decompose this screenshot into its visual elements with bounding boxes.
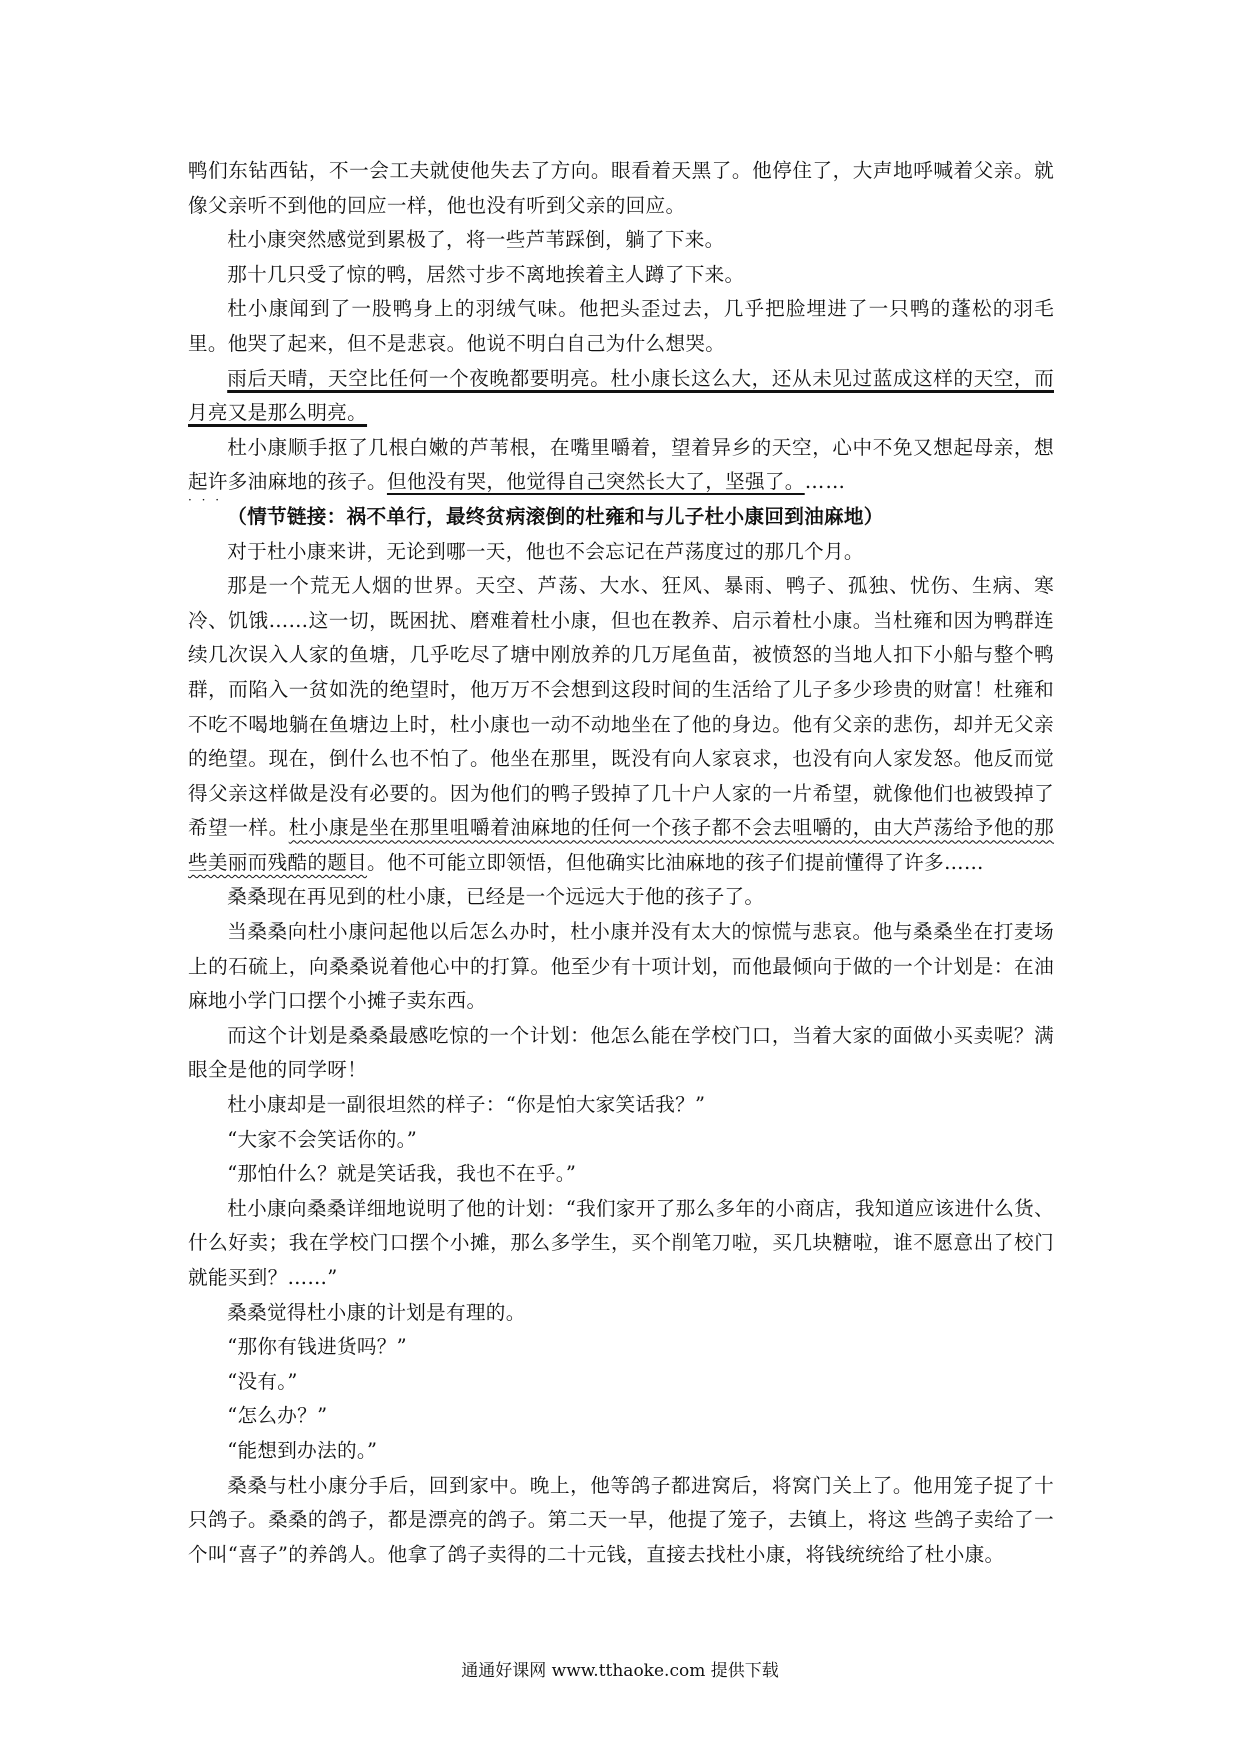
paragraph: 桑桑现在再见到的杜小康，已经是一个远远大于他的孩子了。 bbox=[227, 885, 765, 909]
paragraph: 当桑桑向杜小康问起他以后怎么办时，杜小康并没有太大的惊慌与悲哀。他与桑桑坐在打麦场上的石硫上，向桑桑说着他心中的打算。他至少有十项计划，而他最倾向于做的一个计划是：在油麻地小学门口摆个小摊子卖东西。 bbox=[188, 920, 1054, 1013]
root-text: 杜小康顺手抠了几根白嫩的芦苇根，在嘴里嚼着，望着异乡的天空，心中不免又想起母亲，想起许多油麻地的孩子。 bbox=[188, 435, 1054, 494]
paragraph: 杜小康闻到了一股鸭身上的羽绒气味。他把头歪过去，几乎把脸埋进了一只鸭的蓬松的羽毛里。他哭了起来，但不是悲哀。他说不明白自己为什么想哭。 bbox=[188, 297, 1054, 355]
dialogue-line: “大家不会笑话你的。” bbox=[227, 1127, 418, 1151]
wavy-underlined-sentence: 杜小康是坐在那里咀嚼着油麻地的任何一个孩子都不会去咀嚼的，由大芦荡给予他的那些美丽而残酷的题目 bbox=[188, 816, 1055, 874]
root-paragraph bbox=[188, 431, 1054, 500]
plot-link: （情节链接：祸不单行，最终贫病滚倒的杜雍和与儿子杜小康回到油麻地） bbox=[227, 504, 884, 528]
story-text bbox=[188, 154, 1054, 1572]
dialogue-line: “怎么办？” bbox=[227, 1404, 328, 1428]
underlined-sky-sentence: 雨后天晴，天空比任何一个夜晚都要明亮。杜小康长这么大，还从未见过蓝成这样的天空，而月亮又是那么明亮。 bbox=[188, 366, 1054, 425]
paragraph: 杜小康向桑桑详细地说明了他的计划：“我们家开了那么多年的小商店，我知道应该进什么货、什么好卖；我在学校门口摆个小摊，那么多学生，买个削笔刀啦，买几块糖啦，谁不愿意出了校门就能买到？……” bbox=[188, 1196, 1054, 1289]
paragraph: 鸭们东钻西钻，不一会工夫就使他失去了方向。眼看着天黑了。他停住了，大声地呼喊着父亲。就像父亲听不到他的回应一样，他也没有听到父亲的回应。 bbox=[188, 159, 1054, 217]
world-text-after: 。他不可能立即领悟，但他确实比油麻地的孩子们提前懂得了许多…… bbox=[367, 850, 984, 874]
underlined-grown-sentence: 但他没有哭，他觉得自己突然长大了，坚强了。 bbox=[386, 470, 805, 494]
dialogue-line: “能想到办法的。” bbox=[227, 1438, 378, 1462]
dialogue-line: “那怕什么？就是笑话我，我也不在乎。” bbox=[227, 1162, 577, 1186]
ellipsis: …… bbox=[804, 470, 846, 494]
paragraph: 而这个计划是桑桑最感吃惊的一个计划：他怎么能在学校门口，当着大家的面做小买卖呢？满眼全是他的同学呀！ bbox=[188, 1023, 1054, 1082]
world-paragraph bbox=[188, 569, 1054, 880]
world-text: 那是一个荒无人烟的世界。天空、芦荡、大水、狂风、暴雨、鸭子、孤独、忧伤、生病、寒冷、饥饿……这一切，既困扰、磨难着杜小康，但也在教养、启示着杜小康。当杜雍和因为鸭群连续几次误入人家的鱼塘，几乎吃尽了塘中刚放养的几万尾鱼苗，被愤怒的当地人扣下小船与整个鸭群，而陷入一贫如洗的绝望时，他万万不会想到这段时间的生活给了儿子多少珍贵的财富！杜雍和不吃不喝地躺在鱼塘边上时，杜小康也一动不动地坐在了他的身边。他有父亲的悲伤，却并无父亲的绝望。现在，倒什么也不怕了。他坐在那里，既没有向人家哀求，也没有向人家发怒。他反而觉得父亲这样做是没有必要的。因为他们的鸭子毁掉了几十户人家的一片希望，就像他们也被毁掉了希望一样。 bbox=[188, 574, 1054, 840]
paragraph: 那十几只受了惊的鸭，居然寸步不离地挨着主人蹲了下来。 bbox=[227, 262, 745, 286]
paragraph: 对于杜小康来讲，无论到哪一天，他也不会忘记在芦荡度过的那几个月。 bbox=[227, 539, 864, 563]
paragraph: 杜小康却是一副很坦然的样子：“你是怕大家笑话我？” bbox=[227, 1093, 706, 1117]
paragraph: 桑桑与杜小康分手后，回到家中。晚上，他等鸽子都进窝后，将窝门关上了。他用笼子捉了十只鸽子。桑桑的鸽子，都是漂亮的鸽子。第二天一早，他提了笼子，去镇上，将这 些鸽子卖给了一个叫“喜子”的养鸽人。他拿了鸽子卖得的二十元钱，直接去找杜小康，将钱统统给了杜小康。 bbox=[188, 1473, 1054, 1566]
paragraph: 桑桑觉得杜小康的计划是有理的。 bbox=[227, 1300, 526, 1324]
dialogue-line: “那你有钱进货吗？” bbox=[227, 1335, 407, 1359]
underlined-paragraph bbox=[188, 362, 1054, 431]
trailing-dots: · · · bbox=[188, 492, 223, 507]
page-footer: 通通好课网 www.tthaoke.com 提供下载 bbox=[461, 1661, 779, 1681]
dialogue-line: “没有。” bbox=[227, 1369, 298, 1393]
paragraph: 杜小康突然感觉到累极了，将一些芦苇踩倒，躺了下来。 bbox=[227, 228, 725, 252]
